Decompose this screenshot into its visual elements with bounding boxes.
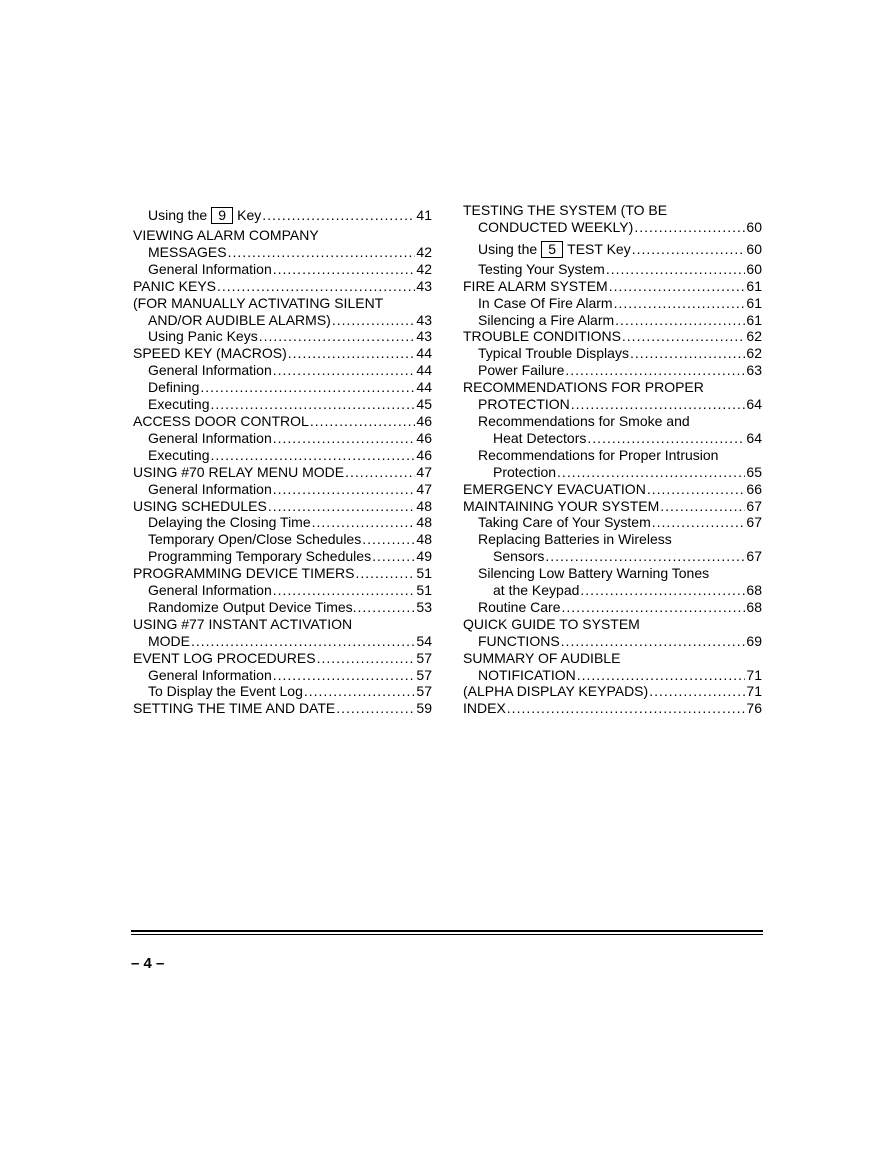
- toc-entry-leader-line: [463, 278, 762, 295]
- toc-page-number: 62: [746, 328, 762, 345]
- toc-page-number: 42: [416, 243, 432, 260]
- leader-dots: [288, 345, 416, 362]
- leader-dots: [622, 328, 746, 345]
- toc-page-number: 69: [746, 632, 762, 649]
- toc-entry-title: General Information: [148, 429, 272, 446]
- toc-entry-leader-line: [133, 379, 432, 396]
- toc-page-number: 67: [746, 497, 762, 514]
- toc-entry-leader-line: [133, 498, 432, 515]
- toc-entry[interactable]: [463, 481, 762, 498]
- toc-entry[interactable]: [133, 599, 432, 616]
- leader-dots: [273, 481, 416, 498]
- leader-dots: [317, 650, 416, 667]
- leader-dots: [632, 238, 746, 260]
- toc-entry-title: Randomize Output Device Times.: [148, 598, 357, 615]
- toc-entry[interactable]: [463, 238, 762, 260]
- toc-entry[interactable]: [463, 278, 762, 295]
- leader-dots: [312, 514, 416, 531]
- toc-entry[interactable]: [133, 413, 432, 430]
- toc-entry[interactable]: [133, 227, 432, 261]
- toc-entry-title: PANIC KEYS: [133, 277, 216, 294]
- toc-entry-leader-line: [133, 667, 432, 684]
- toc-entry-leader-line: [463, 599, 762, 616]
- leader-dots: [561, 633, 746, 650]
- leader-dots: [580, 582, 745, 599]
- toc-entry-leader-line: [133, 204, 432, 226]
- toc-entry-title: Taking Care of Your System: [478, 514, 651, 531]
- toc-entry-leader-line: [133, 430, 432, 447]
- toc-entry-line: Recommendations for Proper Intrusion: [478, 446, 719, 463]
- toc-entry-leader-line: [463, 481, 762, 498]
- toc-entry-title: EVENT LOG PROCEDURES: [133, 649, 316, 666]
- toc-entry-leader-line: [133, 464, 432, 481]
- toc-entry[interactable]: [133, 683, 432, 700]
- toc-entry-leader-line: [133, 261, 432, 278]
- toc-entry-leader-line: [463, 238, 762, 260]
- toc-page-number: 57: [416, 666, 432, 683]
- toc-page-number: 64: [746, 429, 762, 446]
- footer-rule-thick: [131, 930, 763, 932]
- toc-page-number: 57: [416, 683, 432, 700]
- toc-entry[interactable]: [463, 295, 762, 312]
- toc-entry[interactable]: [463, 413, 762, 447]
- toc-entry[interactable]: [463, 261, 762, 278]
- leader-dots: [355, 565, 415, 582]
- leader-dots: [332, 312, 416, 329]
- toc-entry-title: Executing: [148, 396, 210, 413]
- leader-dots: [571, 396, 746, 413]
- toc-entry-leader-line: [133, 531, 432, 548]
- toc-entry-title: Power Failure: [478, 362, 565, 379]
- toc-entry-title: Delaying the Closing Time: [148, 514, 311, 531]
- leader-dots: [358, 599, 416, 616]
- toc-page-number: 45: [416, 396, 432, 413]
- toc-entry[interactable]: [463, 565, 762, 599]
- toc-page-number: 43: [416, 311, 432, 328]
- leader-dots: [587, 430, 745, 447]
- toc-entry[interactable]: [133, 514, 432, 531]
- toc-entry-leader-line: [133, 548, 432, 565]
- toc-entry-title: General Information: [148, 582, 272, 599]
- toc-entry-title: [148, 204, 261, 226]
- toc-page-number: 57: [416, 649, 432, 666]
- leader-dots: [577, 667, 746, 684]
- toc-page-number: 68: [746, 582, 762, 599]
- toc-entry[interactable]: [133, 565, 432, 582]
- toc-entry-title: Programming Temporary Schedules: [148, 548, 372, 565]
- toc-entry[interactable]: [133, 616, 432, 650]
- toc-entry-leader-line: [463, 430, 762, 447]
- toc-page-number: 46: [416, 429, 432, 446]
- toc-page-number: 51: [416, 565, 432, 582]
- toc-entry-leader-line: [463, 582, 762, 599]
- leader-dots: [304, 683, 416, 700]
- toc-column-left: [133, 202, 432, 717]
- leader-dots: [647, 481, 746, 498]
- toc-entry[interactable]: [133, 582, 432, 599]
- toc-page-number: 48: [416, 497, 432, 514]
- toc-entry-title: To Display the Event Log: [148, 683, 303, 700]
- toc-entry-leader-line: [133, 683, 432, 700]
- toc-entry-title: Using Panic Keys: [148, 328, 258, 345]
- toc-page-number: 59: [416, 700, 432, 717]
- toc-entry-leader-line: [133, 278, 432, 295]
- toc-page-number: 62: [746, 345, 762, 362]
- toc-entry-title: ACCESS DOOR CONTROL: [133, 412, 309, 429]
- toc-entry-title: [478, 238, 631, 260]
- toc-page-number: 43: [416, 277, 432, 294]
- toc-page-number: 71: [746, 683, 762, 700]
- leader-dots: [507, 700, 746, 717]
- toc-entry-title: Sensors: [493, 548, 545, 565]
- leader-dots: [345, 464, 415, 481]
- keypad-key-box: 9: [211, 207, 233, 224]
- toc-entry[interactable]: [133, 650, 432, 667]
- toc-page-number: 65: [746, 463, 762, 480]
- toc-entry[interactable]: [133, 548, 432, 565]
- leader-dots: [562, 599, 746, 616]
- toc-entry-title: Typical Trouble Displays: [478, 345, 629, 362]
- toc-entry[interactable]: [133, 700, 432, 717]
- toc-entry-title: FIRE ALARM SYSTEM: [463, 277, 608, 294]
- toc-entry[interactable]: [133, 531, 432, 548]
- toc-entry-title: Routine Care: [478, 598, 561, 615]
- toc-entry-title: NOTIFICATION: [478, 666, 576, 683]
- toc-entry-leader-line: [133, 447, 432, 464]
- toc-page-number: 44: [416, 345, 432, 362]
- toc-entry[interactable]: [133, 498, 432, 515]
- toc-entry-title: In Case Of Fire Alarm: [478, 294, 613, 311]
- toc-entry-title: MESSAGES: [148, 243, 227, 260]
- toc-entry[interactable]: [463, 447, 762, 481]
- toc-entry-line: Replacing Batteries in Wireless: [478, 531, 672, 548]
- leader-dots: [565, 362, 745, 379]
- leader-dots: [210, 396, 415, 413]
- leader-dots: [615, 312, 745, 329]
- toc-page-number: 67: [746, 514, 762, 531]
- toc-entry-leader-line: [463, 396, 762, 413]
- toc-entry-title: PROTECTION: [478, 396, 570, 413]
- toc-entry[interactable]: [463, 700, 762, 717]
- toc-entry-title: EMERGENCY EVACUATION: [463, 480, 646, 497]
- toc-entry-title: General Information: [148, 666, 272, 683]
- toc-entry-line: RECOMMENDATIONS FOR PROPER: [463, 379, 704, 396]
- toc-entry[interactable]: [463, 379, 762, 413]
- toc-entry-leader-line: [133, 633, 432, 650]
- toc-page-number: 46: [416, 412, 432, 429]
- leader-dots: [557, 464, 745, 481]
- toc-entry[interactable]: [133, 481, 432, 498]
- toc-page-number: 48: [416, 531, 432, 548]
- toc-entry-leader-line: [133, 582, 432, 599]
- leader-dots: [336, 700, 415, 717]
- toc-page-number: 54: [416, 632, 432, 649]
- toc-entry[interactable]: [463, 362, 762, 379]
- toc-page-number: 41: [416, 207, 432, 223]
- toc-page-number: 42: [416, 260, 432, 277]
- toc-entry-line: (FOR MANUALLY ACTIVATING SILENT: [133, 294, 384, 311]
- toc-entry-leader-line: [463, 700, 762, 717]
- toc-entry-leader-line: [463, 345, 762, 362]
- toc-entry[interactable]: [133, 328, 432, 345]
- toc-entry-leader-line: [133, 328, 432, 345]
- toc-entry-title: Silencing a Fire Alarm: [478, 311, 615, 328]
- toc-entry-leader-line: [133, 700, 432, 717]
- leader-dots: [660, 498, 745, 515]
- toc-entry-title: (ALPHA DISPLAY KEYPADS): [463, 683, 649, 700]
- toc-entry-title: Defining: [148, 379, 200, 396]
- toc-entry[interactable]: [133, 204, 432, 226]
- toc-entry-leader-line: [463, 498, 762, 515]
- leader-dots: [262, 204, 415, 226]
- toc-entry-leader-line: [133, 514, 432, 531]
- toc-entry-leader-line: [463, 261, 762, 278]
- toc-entry-leader-line: [463, 312, 762, 329]
- toc-entry-title: Heat Detectors: [493, 429, 587, 446]
- toc-entry-title: Temporary Open/Close Schedules: [148, 531, 362, 548]
- toc-entry-line: Silencing Low Battery Warning Tones: [478, 565, 710, 582]
- toc-entry-title: General Information: [148, 260, 272, 277]
- toc-page-number: 64: [746, 396, 762, 413]
- toc-page-number: 51: [416, 582, 432, 599]
- leader-dots: [545, 548, 745, 565]
- toc-entry[interactable]: [463, 312, 762, 329]
- toc-entry-leader-line: [133, 565, 432, 582]
- toc-page-number: 44: [416, 362, 432, 379]
- toc-page-number: 66: [746, 480, 762, 497]
- toc-page-number: 53: [416, 598, 432, 615]
- toc-entry[interactable]: [463, 498, 762, 515]
- toc-entry-leader-line: [463, 295, 762, 312]
- leader-dots: [273, 430, 416, 447]
- toc-entry-leader-line: [133, 413, 432, 430]
- toc-column-right: [463, 202, 762, 717]
- leader-dots: [634, 219, 745, 236]
- toc-page-number: 60: [746, 260, 762, 277]
- toc-entry[interactable]: [463, 616, 762, 650]
- leader-dots: [273, 362, 416, 379]
- toc-entry[interactable]: [463, 683, 762, 700]
- toc-entry-leader-line: [133, 244, 432, 261]
- leader-dots: [210, 447, 415, 464]
- leader-dots: [268, 498, 416, 515]
- toc-page-number: 67: [746, 548, 762, 565]
- toc-entry-title: AND/OR AUDIBLE ALARMS): [148, 311, 331, 328]
- leader-dots: [649, 683, 745, 700]
- toc-entry-title: SETTING THE TIME AND DATE: [133, 700, 336, 717]
- toc-page-number: 71: [746, 666, 762, 683]
- toc-page-number: 61: [746, 277, 762, 294]
- toc-entry-leader-line: [463, 633, 762, 650]
- toc-entry[interactable]: [133, 447, 432, 464]
- toc-page-number: 63: [746, 362, 762, 379]
- leader-dots: [310, 413, 416, 430]
- footer-rule-thin: [131, 934, 763, 935]
- toc-page-number: 47: [416, 463, 432, 480]
- toc-entry-leader-line: [133, 650, 432, 667]
- toc-entry-leader-line: [133, 481, 432, 498]
- toc-entry-leader-line: [463, 219, 762, 236]
- toc-entry-title: Testing Your System: [478, 260, 605, 277]
- toc-entry-line: SUMMARY OF AUDIBLE: [463, 649, 621, 666]
- leader-dots: [614, 295, 746, 312]
- leader-dots: [273, 582, 416, 599]
- toc-page-number: 44: [416, 379, 432, 396]
- toc-entry-title: SPEED KEY (MACROS): [133, 345, 287, 362]
- toc-entry-title: Executing: [148, 446, 210, 463]
- toc-entry[interactable]: [133, 464, 432, 481]
- toc-entry[interactable]: [133, 379, 432, 396]
- toc-entry[interactable]: [133, 278, 432, 295]
- leader-dots: [273, 667, 416, 684]
- keypad-key-box: 5: [541, 241, 563, 258]
- toc-entry-title: at the Keypad: [493, 582, 580, 599]
- leader-dots: [259, 328, 416, 345]
- toc-entry-leader-line: [463, 548, 762, 565]
- toc-page-number: 61: [746, 294, 762, 311]
- toc-page-number: 68: [746, 598, 762, 615]
- toc-entry-leader-line: [463, 328, 762, 345]
- toc-entry-line: USING #77 INSTANT ACTIVATION: [133, 615, 353, 632]
- toc-entry-title: MODE: [148, 632, 190, 649]
- toc-entry-title: General Information: [148, 362, 272, 379]
- toc-entry-leader-line: [463, 683, 762, 700]
- leader-dots: [217, 278, 415, 295]
- toc-entry-title: MAINTAINING YOUR SYSTEM: [463, 497, 660, 514]
- toc-entry[interactable]: [133, 362, 432, 379]
- toc-entry-title: Protection: [493, 463, 557, 480]
- toc-entry-title-suffix: TEST Key: [567, 240, 631, 257]
- leader-dots: [200, 379, 415, 396]
- toc-page-number: 43: [416, 328, 432, 345]
- toc-page-number: 60: [746, 240, 762, 257]
- toc-entry-leader-line: [463, 667, 762, 684]
- toc-page-number: 46: [416, 446, 432, 463]
- toc-page-number: 47: [416, 480, 432, 497]
- toc-entry-title: USING #70 RELAY MENU MODE: [133, 463, 345, 480]
- toc-entry-leader-line: [463, 514, 762, 531]
- toc-entry-leader-line: [463, 362, 762, 379]
- toc-entry[interactable]: [463, 514, 762, 531]
- toc-entry-line: Recommendations for Smoke and: [478, 412, 690, 429]
- toc-page-number: 76: [746, 700, 762, 717]
- toc-entry[interactable]: [463, 599, 762, 616]
- toc-entry-leader-line: [133, 396, 432, 413]
- toc-entry-leader-line: [133, 599, 432, 616]
- toc-entry-leader-line: [463, 464, 762, 481]
- toc-page-number: 60: [746, 218, 762, 235]
- toc-entry[interactable]: [463, 328, 762, 345]
- leader-dots: [606, 261, 746, 278]
- toc-entry-leader-line: [133, 362, 432, 379]
- page-number: – 4 –: [131, 955, 165, 972]
- toc-entry[interactable]: [463, 531, 762, 565]
- leader-dots: [228, 244, 416, 261]
- leader-dots: [191, 633, 415, 650]
- toc-page-number: 49: [416, 548, 432, 565]
- leader-dots: [630, 345, 745, 362]
- toc-entry[interactable]: [133, 396, 432, 413]
- toc-entry-leader-line: [133, 312, 432, 329]
- toc-page-number: 48: [416, 514, 432, 531]
- toc-entry-title: FUNCTIONS: [478, 632, 560, 649]
- toc-entry-title-suffix: Key: [237, 207, 262, 223]
- toc-entry[interactable]: [133, 667, 432, 684]
- toc-entry[interactable]: [463, 650, 762, 684]
- toc-entry[interactable]: [133, 345, 432, 362]
- toc-entry-title: CONDUCTED WEEKLY): [478, 218, 634, 235]
- toc-entry-title: INDEX: [463, 700, 506, 717]
- toc-entry[interactable]: [133, 295, 432, 329]
- toc-entry-title: USING SCHEDULES: [133, 497, 267, 514]
- leader-dots: [273, 261, 416, 278]
- toc-entry-line: QUICK GUIDE TO SYSTEM: [463, 615, 640, 632]
- toc-entry-title: TROUBLE CONDITIONS: [463, 328, 621, 345]
- toc-entry[interactable]: [463, 202, 762, 236]
- toc-entry-title: General Information: [148, 480, 272, 497]
- leader-dots: [652, 514, 746, 531]
- toc-entry-title: Using the: [148, 207, 208, 223]
- toc-entry-title: Using the: [478, 240, 538, 257]
- toc-entry-leader-line: [133, 345, 432, 362]
- leader-dots: [362, 531, 415, 548]
- toc-entry[interactable]: [463, 345, 762, 362]
- toc-entry-title: PROGRAMMING DEVICE TIMERS: [133, 565, 355, 582]
- toc-page-number: 61: [746, 311, 762, 328]
- leader-dots: [609, 278, 746, 295]
- toc-entry[interactable]: [133, 430, 432, 447]
- toc-entry-line: TESTING THE SYSTEM (TO BE: [463, 202, 668, 218]
- leader-dots: [372, 548, 415, 565]
- toc-entry[interactable]: [133, 261, 432, 278]
- toc-entry-line: VIEWING ALARM COMPANY: [133, 227, 319, 243]
